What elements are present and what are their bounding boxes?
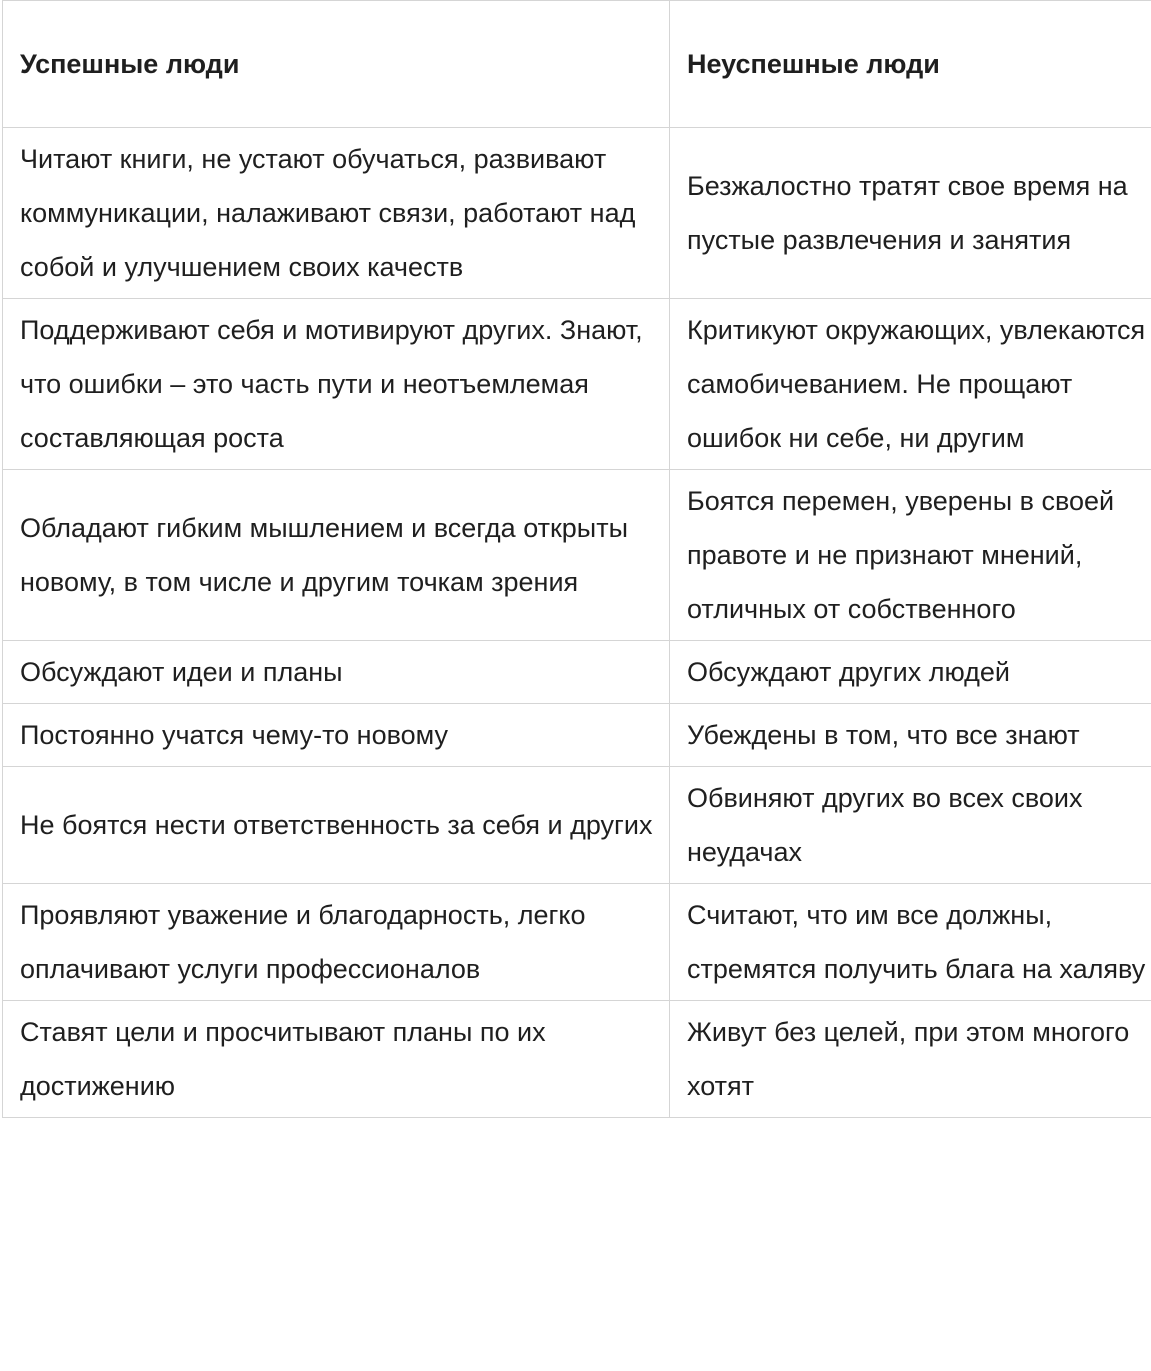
cell-unsuccessful: Обсуждают других людей [670,641,1151,704]
cell-successful: Обсуждают идеи и планы [3,641,670,704]
table-row [3,641,1151,704]
cell-successful: Постоянно учатся чему-то новому [3,704,670,767]
table-row [3,884,1151,1001]
cell-successful: Обладают гибким мышлением и всегда открыты новому, в том числе и другим точкам зрения [3,470,670,641]
cell-unsuccessful: Обвиняют других во всех своих неудачах [670,767,1151,884]
table-row [3,128,1151,299]
table-row [3,704,1151,767]
table-row [3,1001,1151,1118]
cell-unsuccessful: Убеждены в том, что все знают [670,704,1151,767]
table-header-row [3,1,1151,128]
cell-unsuccessful: Критикуют окружающих, увлекаются самобичеванием. Не прощают ошибок ни себе, ни другим [670,299,1151,470]
table-row [3,299,1151,470]
cell-successful: Поддерживают себя и мотивируют других. Знают, что ошибки – это часть пути и неотъемлемая составляющая роста [3,299,670,470]
table-row [3,767,1151,884]
header-successful: Успешные люди [3,1,670,128]
cell-successful: Ставят цели и просчитывают планы по их достижению [3,1001,670,1118]
comparison-table [2,0,1151,1118]
cell-unsuccessful: Безжалостно тратят свое время на пустые развлечения и занятия [670,128,1151,299]
cell-unsuccessful: Боятся перемен, уверены в своей правоте и не признают мнений, отличных от собственного [670,470,1151,641]
header-unsuccessful: Неуспешные люди [670,1,1151,128]
comparison-table-wrapper [2,0,1151,1118]
table-row [3,470,1151,641]
cell-successful: Проявляют уважение и благодарность, легко оплачивают услуги профессионалов [3,884,670,1001]
cell-unsuccessful: Живут без целей, при этом многого хотят [670,1001,1151,1118]
cell-successful: Не боятся нести ответственность за себя и других [3,767,670,884]
cell-successful: Читают книги, не устают обучаться, развивают коммуникации, налаживают связи, работают над собой и улучшением своих качеств [3,128,670,299]
cell-unsuccessful: Считают, что им все должны, стремятся получить блага на халяву [670,884,1151,1001]
